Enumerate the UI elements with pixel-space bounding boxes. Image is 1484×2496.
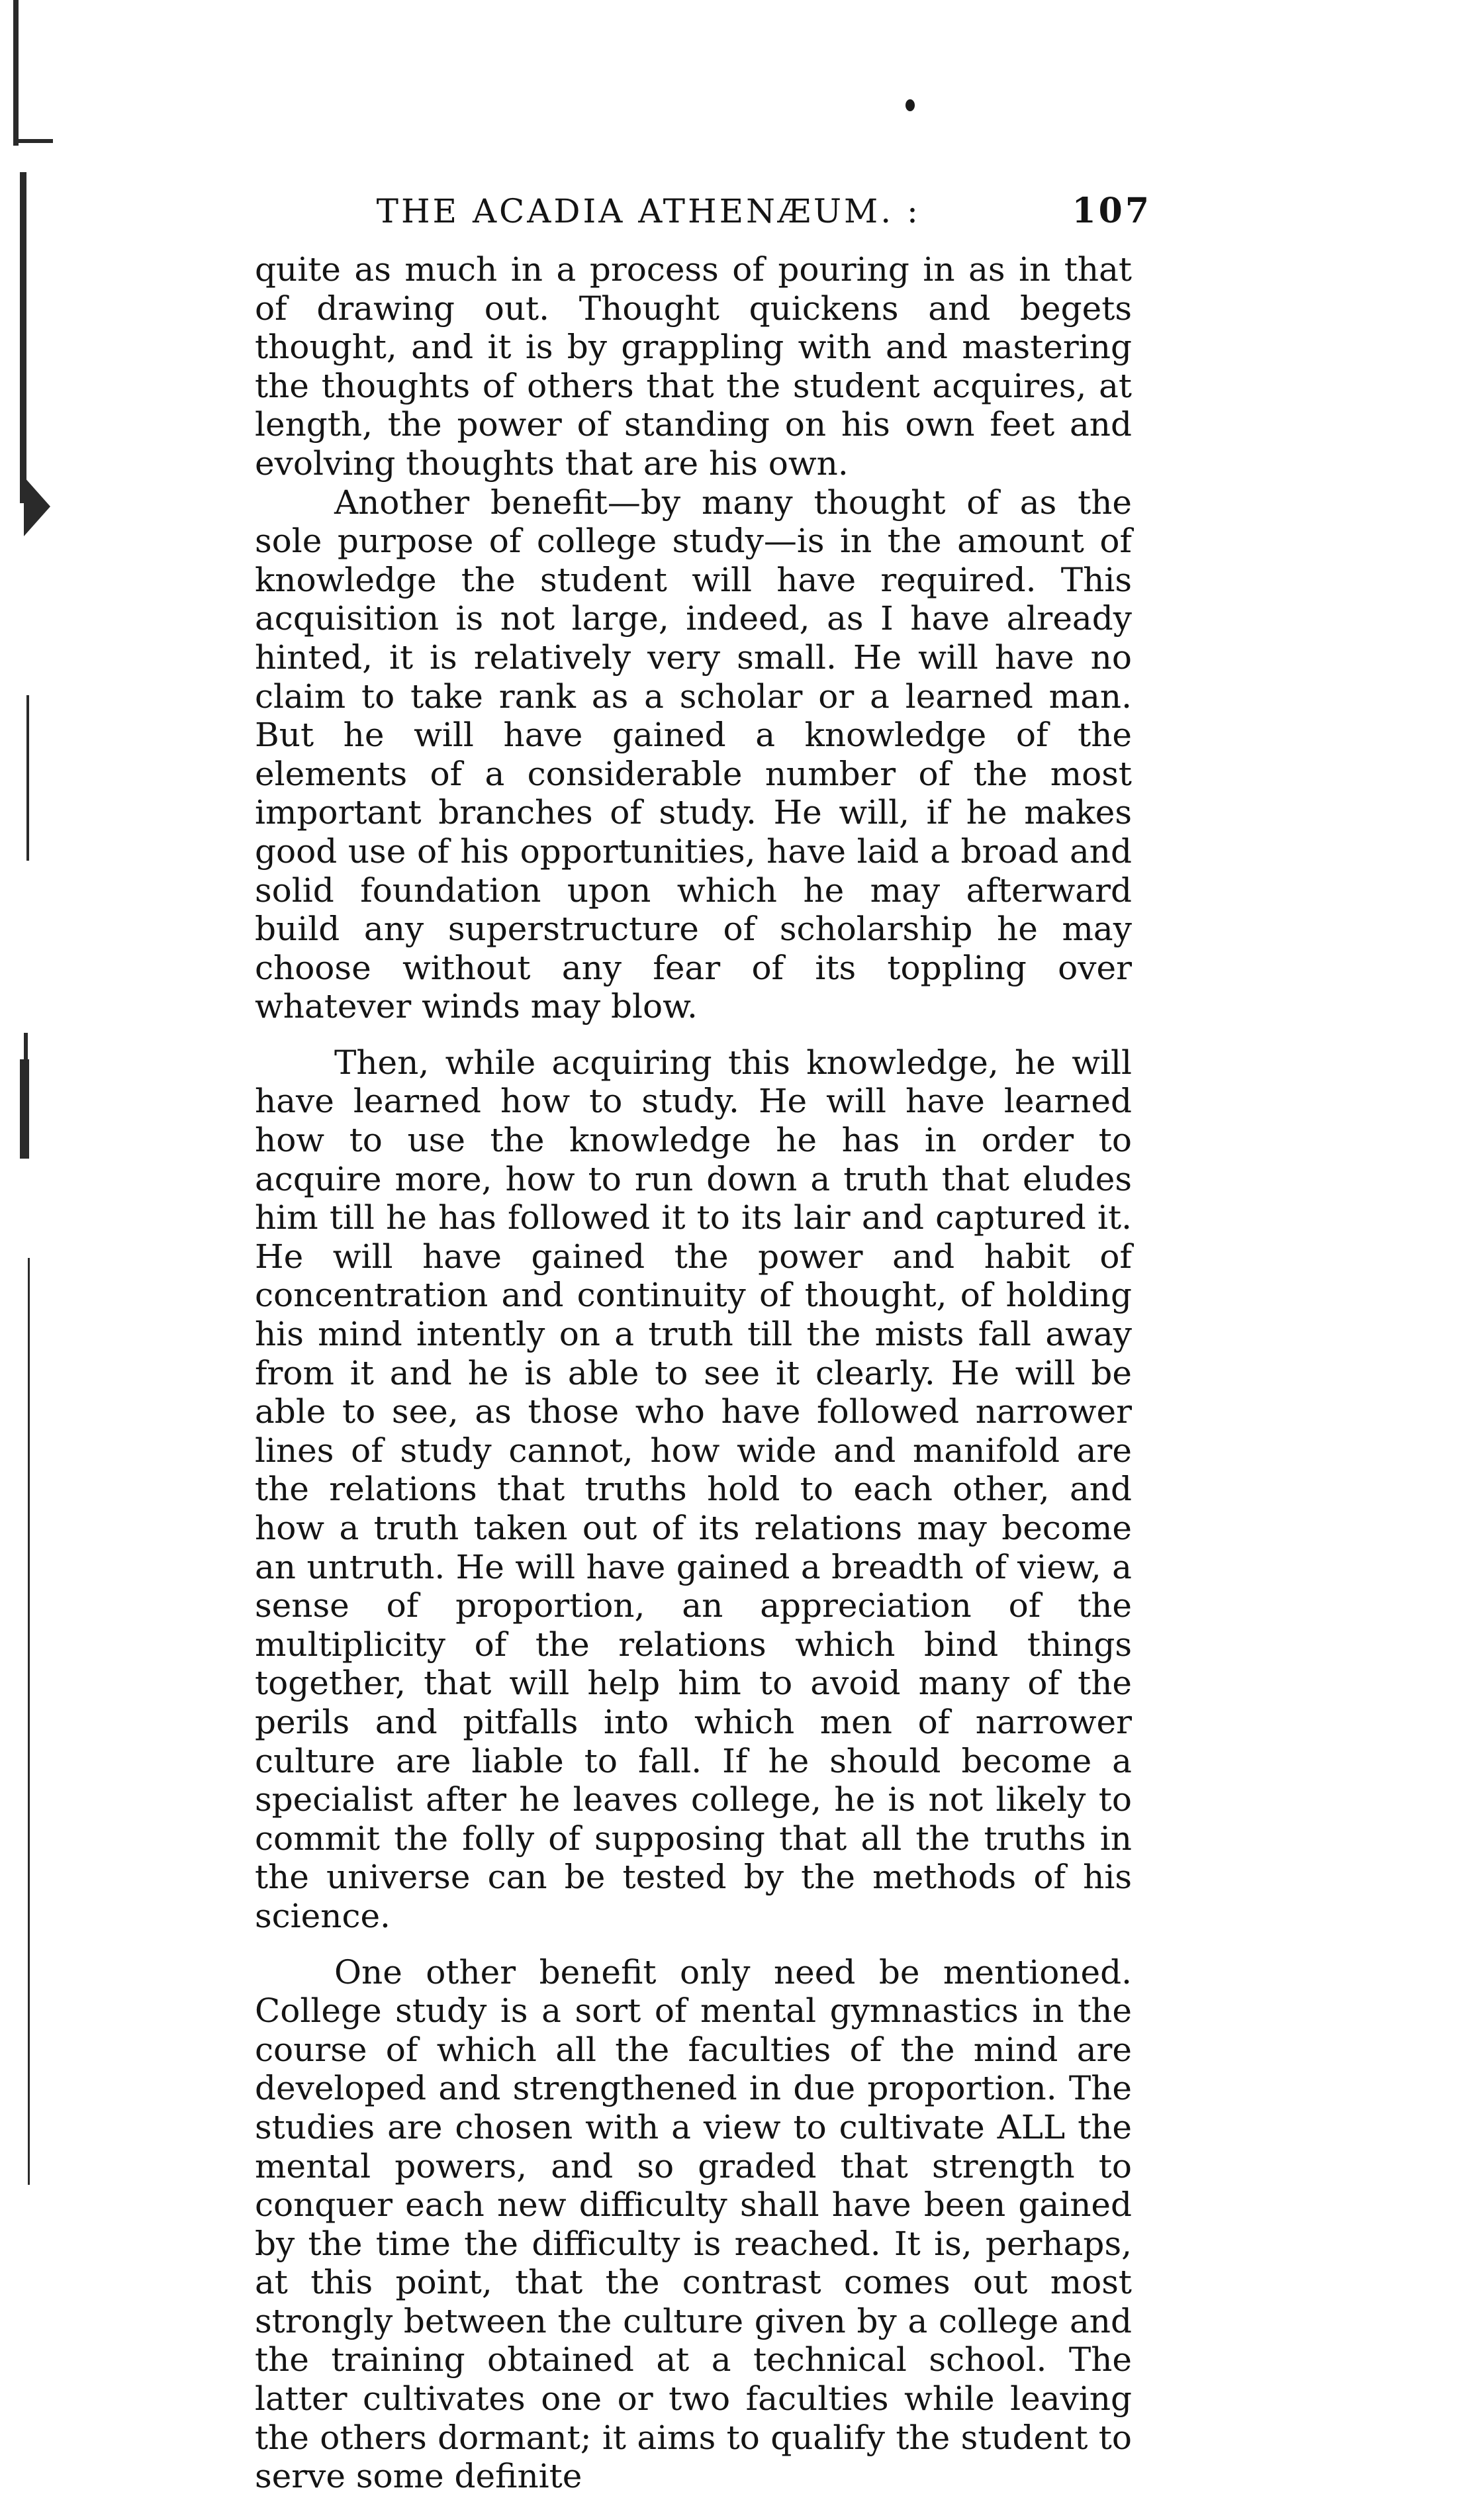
binding-edge-mark — [13, 0, 19, 146]
paragraph-4: One other benefit only need be mentioned. College study is a sort of mental gymnastics in the course of which all the faculties of the mind are developed and strengthened in due proportion. The studies are chosen with a view to cultivate ALL the mental powers, and so graded that strength to conquer each new difficulty shall have been gained by the time the difficulty is reached. It is, perhaps, at this point, that the contrast comes out most strongly between the culture given by a college and the training obtained at a technical school. The latter cultivates one or two faculties while leaving the others dormant; it aims to qualify the student to serve some definite — [255, 1952, 1132, 2496]
binding-edge-mark — [26, 695, 29, 861]
ink-dot — [905, 99, 915, 111]
journal-title: THE ACADIA ATHENÆUM. : — [376, 192, 921, 230]
page-number: 107 — [1072, 191, 1152, 231]
binding-edge-mark — [13, 139, 53, 143]
binding-edge-mark — [20, 172, 26, 503]
article-body — [255, 250, 1132, 2496]
paragraph-3: Then, while acquiring this knowledge, he will have learned how to study. He will have learned how to use the knowledge he has in order to acquire more, how to run down a truth that eludes him till he has followed it to its lair and captured it. He will have gained the power and habit of concentration and continuity of thought, of holding his mind intently on a truth till the mists fall away from it and he is able to see it clearly. He will be able to see, as those who have followed narrower lines of study cannot, how wide and manifold are the relations that truths hold to each other, and how a truth taken out of its relations may become an untruth. He will have gained a breadth of view, a sense of proportion, an appreciation of the multiplicity of the relations which bind things together, that will help him to avoid many of the perils and pitfalls into which men of narrower culture are liable to fall. If he should become a specialist after he leaves college, he is not likely to commit the folly of supposing that all the truths in the universe can be tested by the methods of his science. — [255, 1043, 1132, 1935]
paragraph-2: Another benefit—by many thought of as the sole purpose of college study—is in the amount of knowledge the student will have required. This acquisition is not large, indeed, as I have already hinted, it is relatively very small. He will have no claim to take rank as a scholar or a learned man. But he will have gained a knowledge of the elements of a considerable number of the most important branches of study. He will, if he makes good use of his opportunities, have laid a broad and solid foundation upon which he may afterward build any superstructure of scholarship he may choose without any fear of its toppling over whatever winds may blow. — [255, 483, 1132, 1026]
running-header — [252, 191, 1152, 231]
paragraph-1: quite as much in a process of pouring in as in that of drawing out. Thought quickens and begets thought, and it is by grappling with and mastering the thoughts of others that the student acquires, at length, the power of standing on his own feet and evolving thoughts that are his own. — [255, 250, 1132, 483]
binding-edge-mark — [28, 1258, 30, 2185]
binding-edge-mark — [24, 477, 50, 536]
binding-edge-mark — [20, 1059, 29, 1159]
